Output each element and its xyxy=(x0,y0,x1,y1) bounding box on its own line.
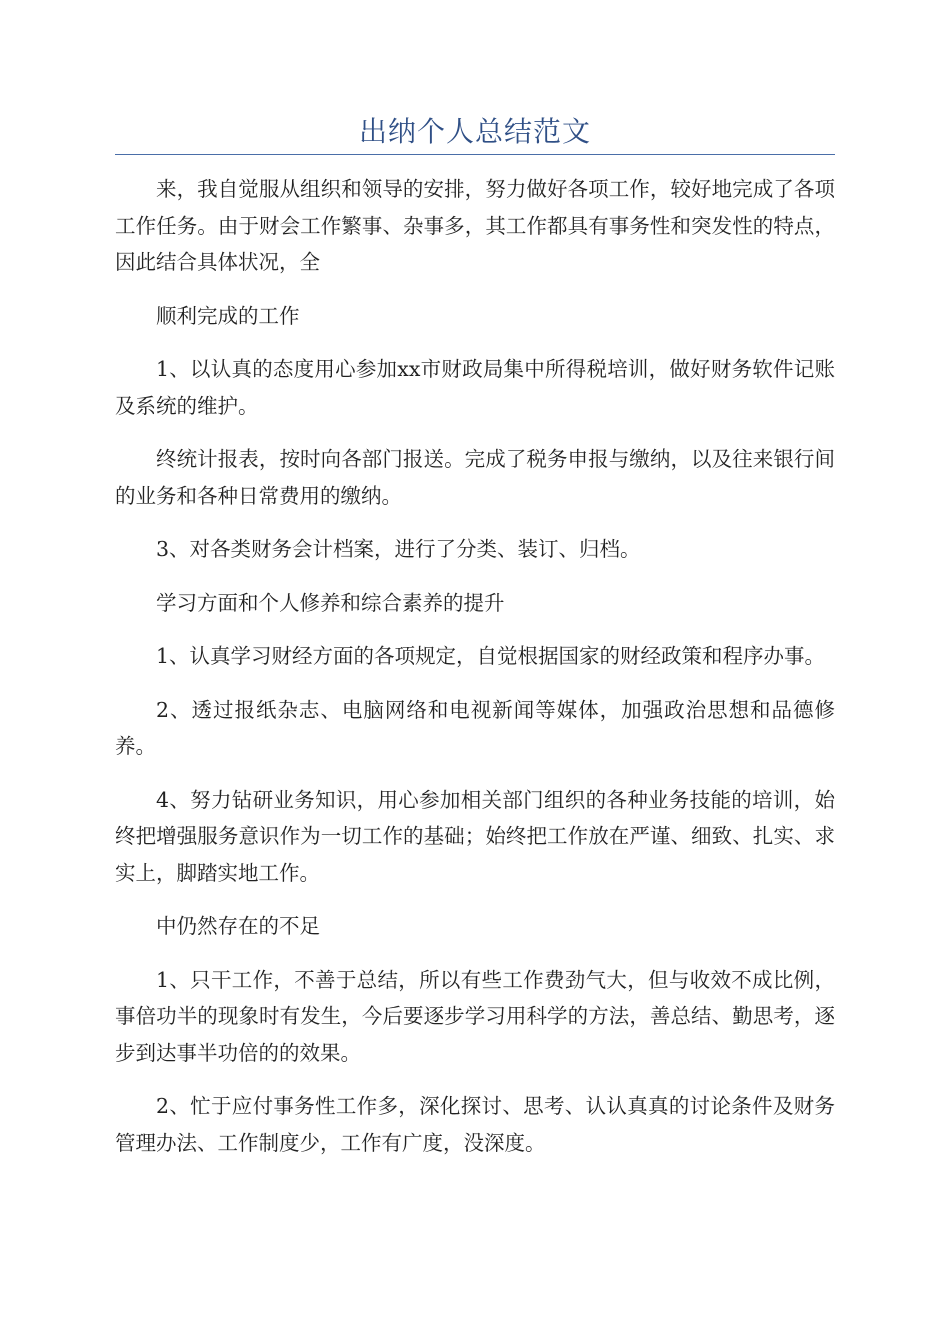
paragraph-item: 3、对各类财务会计档案，进行了分类、装订、归档。 xyxy=(156,537,641,561)
paragraph-intro: 来，我自觉服从组织和领导的安排，努力做好各项工作，较好地完成了各项工作任务。由于财会工作繁事、杂事多，其工作都具有事务性和突发性的特点，因此结合具体状况，全 xyxy=(115,177,835,274)
section-heading-completed-work: 顺利完成的工作 xyxy=(156,303,300,328)
section-heading-shortcomings: 中仍然存在的不足 xyxy=(156,914,320,938)
paragraph-item: 1、认真学习财经方面的各项规定，自觉根据国家的财经政策和程序办事。 xyxy=(156,644,826,668)
paragraph-item: 终统计报表，按时向各部门报送。完成了税务申报与缴纳，以及往来银行间的业务和各种日常费用的缴纳。 xyxy=(115,447,835,508)
paragraph-item: 1、以认真的态度用心参加xx市财政局集中所得税培训，做好财务软件记账及系统的维护。 xyxy=(115,357,835,418)
section-heading-learning: 学习方面和个人修养和综合素养的提升 xyxy=(156,590,505,615)
paragraph-item: 2、透过报纸杂志、电脑网络和电视新闻等媒体，加强政治思想和品德修养。 xyxy=(115,697,835,758)
paragraph-item: 4、努力钻研业务知识，用心参加相关部门组织的各种业务技能的培训，始终把增强服务意识作为一切工作的基础；始终把工作放在严谨、细致、扎实、求实上，脚踏实地工作。 xyxy=(115,787,835,885)
title-underline xyxy=(115,154,835,155)
document-title: 出纳个人总结范文 xyxy=(358,115,591,148)
paragraph-item: 2、忙于应付事务性工作多，深化探讨、思考、认认真真的讨论条件及财务管理办法、工作制度少，工作有广度，没深度。 xyxy=(115,1094,835,1155)
document-body xyxy=(115,171,835,1178)
paragraph-item: 1、只干工作，不善于总结，所以有些工作费劲气大，但与收效不成比例，事倍功半的现象时有发生，今后要逐步学习用科学的方法，善总结、勤思考，逐步到达事半功倍的的效果。 xyxy=(115,967,835,1065)
